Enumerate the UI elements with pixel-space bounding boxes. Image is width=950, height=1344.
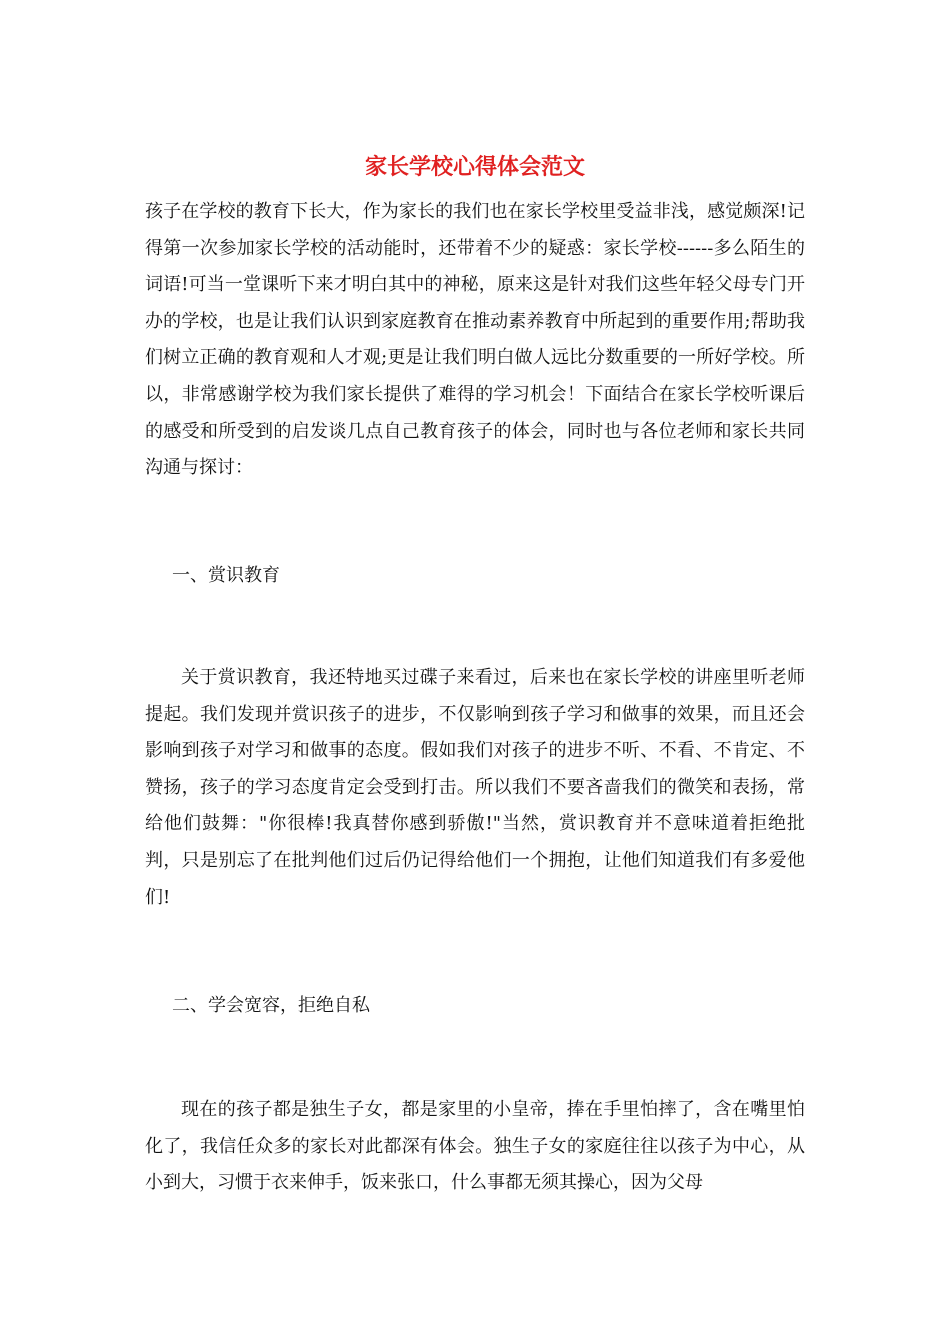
section-heading-1: 一、赏识教育 xyxy=(172,565,280,586)
document-title: 家长学校心得体会范文 xyxy=(364,154,585,180)
section-2-paragraph: 现在的孩子都是独生子女，都是家里的小皇帝，捧在手里怕摔了，含在嘴里怕化了，我信任众多的家长对此都深有体会。独生子女的家庭往往以孩子为中心，从小到大，习惯于衣来伸手，饭来张口，什么事都无须其操心，因为父母 xyxy=(145,1099,805,1194)
section-1-paragraph: 关于赏识教育，我还特地买过碟子来看过，后来也在家长学校的讲座里听老师提起。我们发现并赏识孩子的进步，不仅影响到孩子学习和做事的效果，而且还会影响到孩子对学习和做事的态度。假如我们对孩子的进步不听、不看、不肯定、不赞扬，孩子的学习态度肯定会受到打击。所以我们不要吝啬我们的微笑和表扬，常给他们鼓舞："你很棒!我真替你感到骄傲!"当然，赏识教育并不意味道着拒绝批判，只是别忘了在批判他们过后仍记得给他们一个拥抱，让他们知道我们有多爱他们! xyxy=(145,667,805,908)
section-heading-2: 二、学会宽容，拒绝自私 xyxy=(172,995,370,1016)
intro-paragraph: 孩子在学校的教育下长大，作为家长的我们也在家长学校里受益非浅，感觉颇深!记得第一次参加家长学校的活动能时，还带着不少的疑惑：家长学校------多么陌生的词语!可当一堂课听下来才明白其中的神秘，原来这是针对我们这些年轻父母专门开办的学校，也是让我们认识到家庭教育在推动素养教育中所起到的重要作用;帮助我们树立正确的教育观和人才观;更是让我们明白做人远比分数重要的一所好学校。所以，非常感谢学校为我们家长提供了难得的学习机会！下面结合在家长学校听课后的感受和所受到的启发谈几点自己教育孩子的体会，同时也与各位老师和家长共同沟通与探讨： xyxy=(145,201,805,479)
